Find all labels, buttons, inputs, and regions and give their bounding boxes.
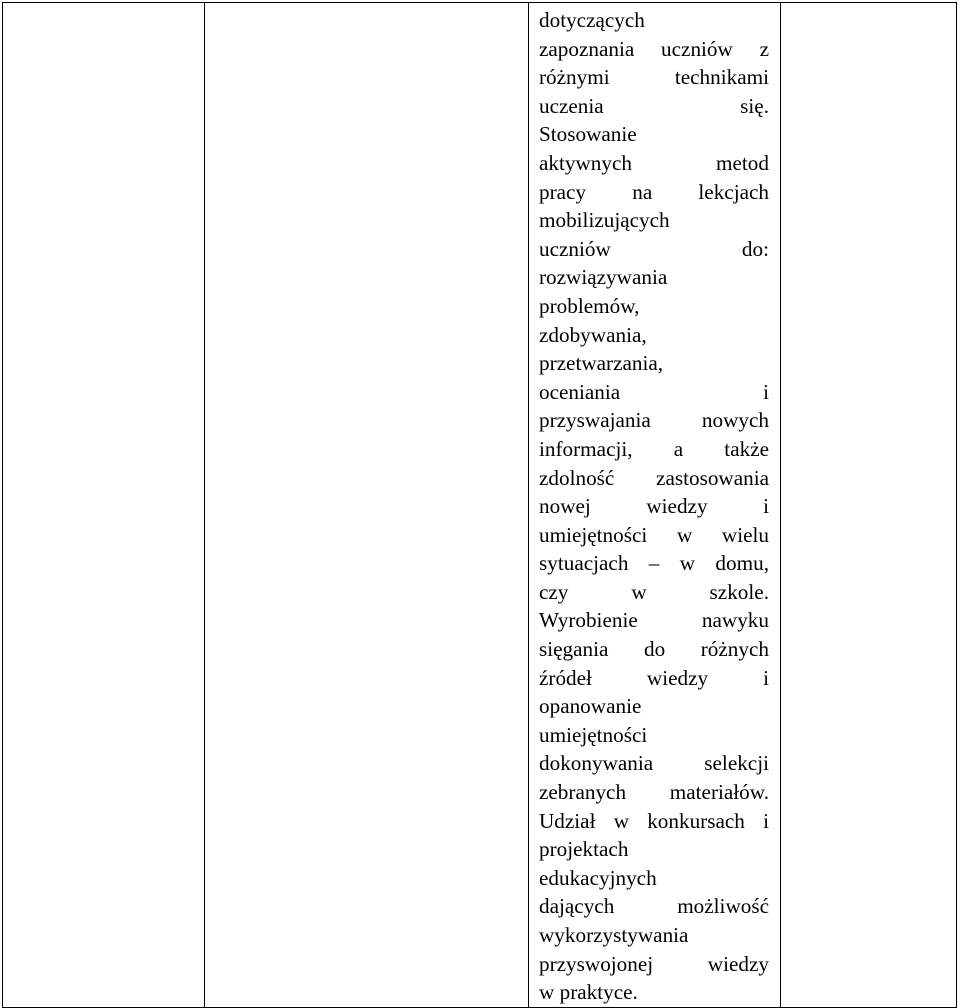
document-table — [2, 2, 957, 1008]
text-line: wykorzystywania — [539, 923, 689, 947]
text-line: przyswojonej wiedzy — [539, 951, 769, 976]
text-line: projektach — [539, 837, 629, 862]
text-line: przyswajania nowych — [539, 408, 769, 433]
table-cell-1 — [3, 3, 205, 1008]
cell-paragraph — [529, 3, 780, 1007]
text-line: informacji, a także — [539, 436, 769, 461]
text-line: umiejętności w wielu — [539, 522, 769, 547]
text-line: przetwarzania, — [539, 351, 664, 376]
text-line: Wyrobienie nawyku — [539, 608, 769, 633]
text-line: zebranych materiałów. — [539, 780, 769, 805]
text-line: problemów, — [539, 293, 640, 318]
table-cell-3 — [529, 3, 781, 1008]
text-line: rozwiązywania — [539, 265, 668, 290]
text-line: uczniów do: — [539, 236, 769, 261]
table-cell-2 — [205, 3, 529, 1008]
text-line: pracy na lekcjach — [539, 179, 769, 204]
text-line: Stosowanie — [539, 122, 637, 147]
text-line: uczenia się. — [539, 93, 769, 118]
text-line: zdobywania, — [539, 322, 647, 347]
table-row — [3, 3, 957, 1008]
text-line: Udział w konkursach i — [539, 808, 769, 833]
table-cell-4 — [781, 3, 957, 1008]
text-line: czy w szkole. — [539, 579, 769, 604]
text-line: różnymi technikami — [539, 65, 769, 90]
text-line: w praktyce. — [539, 980, 638, 1005]
text-line: zdolność zastosowania — [539, 465, 769, 490]
text-line: edukacyjnych — [539, 865, 657, 890]
text-line: aktywnych metod — [539, 150, 769, 175]
text-line: zapoznania uczniów z — [539, 36, 769, 61]
text-line: źródeł wiedzy i — [539, 665, 769, 690]
text-line: dokonywania selekcji — [539, 751, 769, 776]
text-line: dających możliwość — [539, 894, 769, 919]
text-line: sytuacjach – w domu, — [539, 551, 769, 576]
text-line: umiejętności — [539, 722, 648, 747]
text-line: sięgania do różnych — [539, 637, 769, 662]
text-line: mobilizujących — [539, 208, 670, 233]
text-line: nowej wiedzy i — [539, 494, 769, 519]
text-line: opanowanie — [539, 694, 642, 719]
text-line: dotyczących — [539, 8, 645, 32]
text-line: oceniania i — [539, 379, 769, 404]
